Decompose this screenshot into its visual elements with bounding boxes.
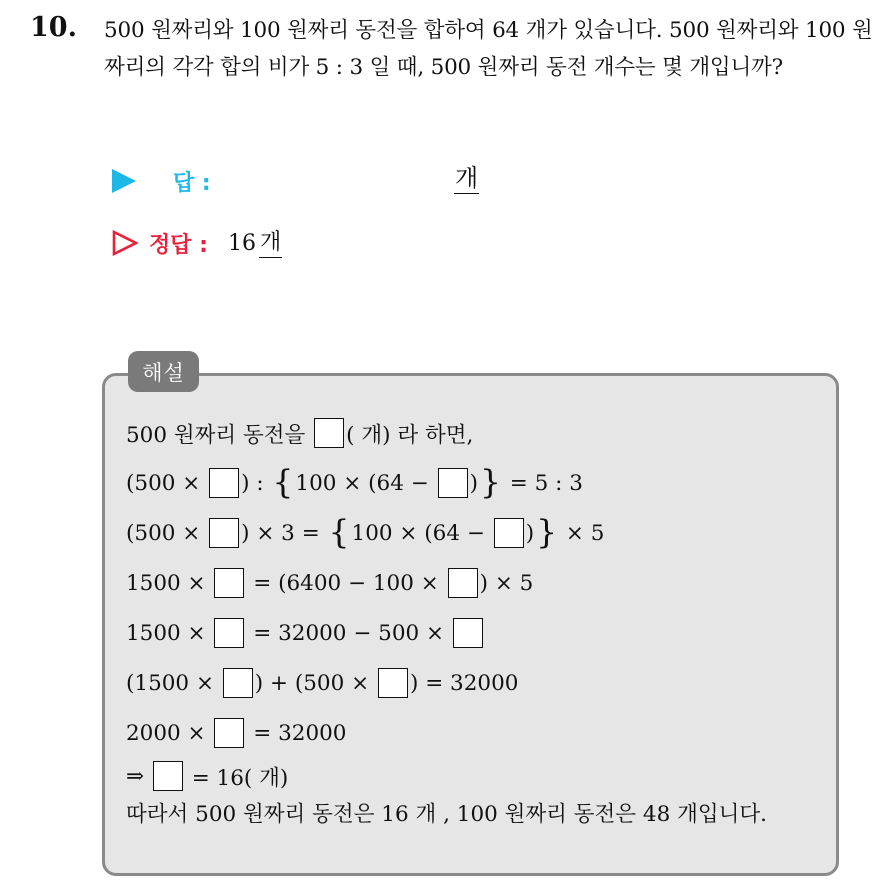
answer-unit: 개 bbox=[455, 164, 479, 192]
solution-line-4: 1500 × = (6400 − 100 × ) × 5 bbox=[126, 558, 767, 608]
solution-conclusion: 따라서 500 원짜리 동전은 16 개 , 100 원짜리 동전은 48 개입니다. bbox=[126, 801, 768, 827]
unknown-box bbox=[209, 518, 239, 548]
correct-answer-label: 정답 : bbox=[149, 232, 208, 258]
solution-lines bbox=[126, 408, 767, 830]
solution-line-1: 500 원짜리 동전을 ( 개) 라 하면, bbox=[126, 408, 767, 458]
unknown-box bbox=[214, 618, 244, 648]
unknown-box bbox=[223, 668, 253, 698]
unknown-box bbox=[314, 418, 344, 448]
unknown-box bbox=[209, 468, 239, 498]
unknown-box bbox=[494, 518, 524, 548]
question-text: 500 원짜리와 100 원짜리 동전을 합하여 64 개가 있습니다. 500 원짜리와 100 원짜리의 각각 합의 비가 5 : 3 일 때, 500 원짜리 동전 개수는 몇 개입니까? bbox=[104, 18, 873, 80]
unknown-box bbox=[214, 718, 244, 748]
unknown-box bbox=[453, 618, 483, 648]
correct-answer-row bbox=[112, 225, 282, 261]
unknown-box bbox=[153, 761, 183, 791]
question-number: 10. bbox=[30, 12, 77, 43]
solution-line-2: (500 × ) : { 100 × (64 − ) } = 5 : 3 bbox=[126, 461, 583, 501]
answer-label: 답 : bbox=[173, 170, 211, 196]
correct-answer-value: 16 bbox=[227, 230, 256, 256]
solution-line-6: (1500 × ) + (500 × ) = 32000 bbox=[126, 658, 767, 708]
answer-row bbox=[112, 163, 211, 199]
solution-line-5: 1500 × = 32000 − 500 × bbox=[126, 608, 767, 658]
play-triangle-icon bbox=[112, 169, 136, 193]
solution-line-7: 2000 × = 32000 bbox=[126, 708, 767, 758]
solution-line-8: ⇒ = 16( 개) bbox=[126, 758, 767, 794]
outline-triangle-icon bbox=[112, 230, 138, 256]
unknown-box bbox=[214, 568, 244, 598]
solution-line-3: (500 × ) × 3 = { 100 × (64 − ) } × 5 bbox=[126, 511, 605, 551]
unknown-box bbox=[378, 668, 408, 698]
unknown-box bbox=[438, 468, 468, 498]
solution-tag: 해설 bbox=[128, 351, 199, 392]
correct-answer-unit: 개 bbox=[259, 229, 282, 258]
unknown-box bbox=[448, 568, 478, 598]
